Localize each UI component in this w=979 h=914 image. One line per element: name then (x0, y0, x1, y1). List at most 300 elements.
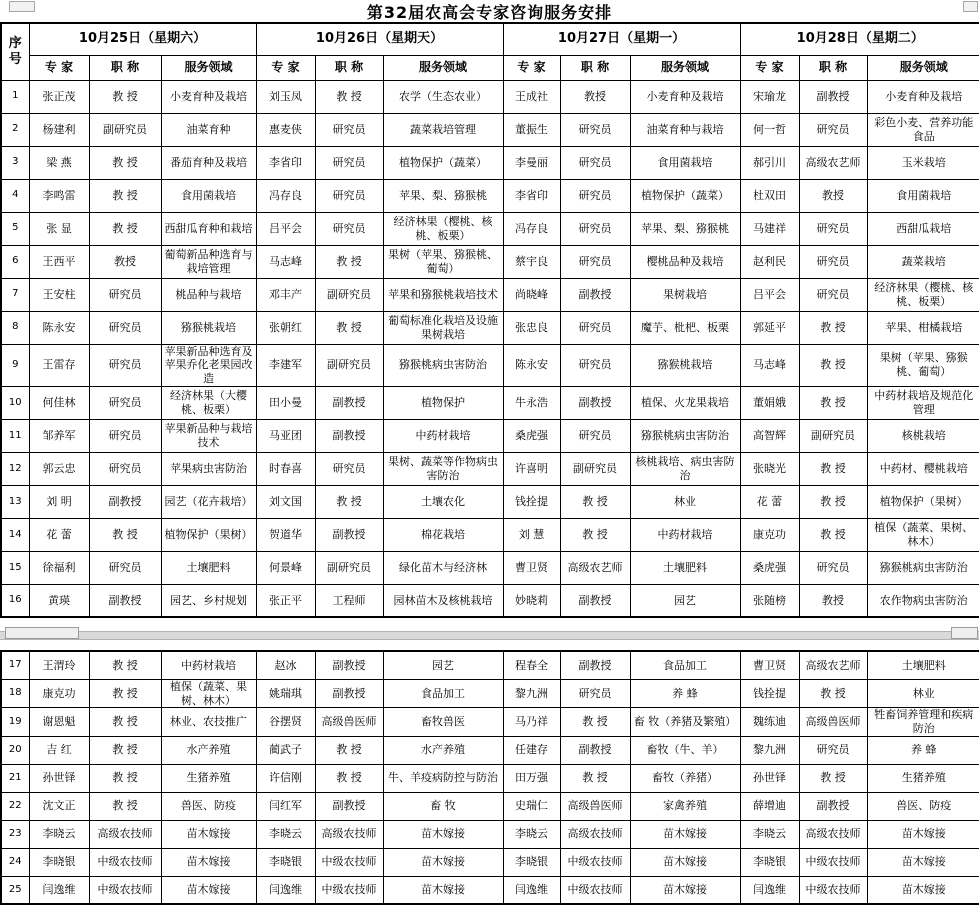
row-number-cell: 11 (1, 419, 29, 452)
job-title-cell: 副研究员 (89, 113, 161, 146)
service-field-cell: 林业 (630, 485, 740, 518)
table-row (1, 792, 979, 820)
service-field-cell: 苹果和猕猴桃栽培技术 (383, 278, 503, 311)
job-title-cell: 教 授 (799, 386, 867, 419)
service-field-cell: 苹果新品种选育及苹果乔化老果园改造 (161, 344, 256, 386)
expert-name-cell: 吉 红 (29, 736, 89, 764)
pane-split-handle-top-left[interactable] (9, 1, 35, 12)
job-title-cell: 教 授 (89, 651, 161, 679)
expert-name-cell: 何一哲 (740, 113, 799, 146)
service-field-cell: 植物保护 (383, 386, 503, 419)
service-field-cell: 畜牧兽医 (383, 708, 503, 737)
job-title-cell: 研究员 (89, 311, 161, 344)
table-row (1, 146, 979, 179)
expert-name-cell: 蔡宇良 (503, 245, 560, 278)
job-title-cell: 中级农技师 (89, 876, 161, 904)
job-title-cell: 高级农技师 (799, 820, 867, 848)
service-field-cell: 中药材栽培 (630, 518, 740, 551)
row-number-cell: 25 (1, 876, 29, 904)
job-title-cell: 副教授 (560, 584, 630, 617)
expert-name-cell: 孙世铎 (740, 764, 799, 792)
job-title-cell: 副教授 (315, 792, 383, 820)
expert-name-cell: 时春喜 (256, 452, 315, 485)
job-title-cell: 教 授 (799, 485, 867, 518)
service-field-cell: 油菜育种 (161, 113, 256, 146)
job-title-cell: 中级农技师 (799, 848, 867, 876)
expert-name-cell: 妙晓莉 (503, 584, 560, 617)
job-title-cell: 高级农艺师 (560, 551, 630, 584)
service-field-cell: 土壤农化 (383, 485, 503, 518)
table-row (1, 679, 979, 708)
expert-name-cell: 康克功 (740, 518, 799, 551)
expert-name-cell: 刘玉凤 (256, 80, 315, 113)
expert-name-cell: 田小曼 (256, 386, 315, 419)
table-row (1, 113, 979, 146)
service-field-cell: 苹果、梨、猕猴桃 (383, 179, 503, 212)
service-field-cell: 养 蜂 (630, 679, 740, 708)
service-field-cell: 植物保护（果树） (161, 518, 256, 551)
expert-name-cell: 李晓银 (29, 848, 89, 876)
expert-name-cell: 刘 慧 (503, 518, 560, 551)
expert-name-cell: 董振生 (503, 113, 560, 146)
job-title-cell: 教 授 (89, 679, 161, 708)
job-title-cell: 教 授 (799, 344, 867, 386)
service-field-cell: 魔芋、枇杷、板栗 (630, 311, 740, 344)
expert-name-cell: 何佳林 (29, 386, 89, 419)
table-row (1, 736, 979, 764)
row-number-cell: 10 (1, 386, 29, 419)
expert-column-header: 专 家 (256, 55, 315, 80)
row-number-cell: 9 (1, 344, 29, 386)
row-number-cell: 20 (1, 736, 29, 764)
job-title-cell: 研究员 (315, 212, 383, 245)
service-field-cell: 苹果、柑橘栽培 (867, 311, 979, 344)
expert-name-cell: 李建军 (256, 344, 315, 386)
job-title-cell: 副教授 (560, 386, 630, 419)
service-field-cell: 猕猴桃栽培 (630, 344, 740, 386)
service-field-cell: 番茄育种及栽培 (161, 146, 256, 179)
service-field-cell: 土壤肥料 (630, 551, 740, 584)
expert-name-cell: 花 蕾 (29, 518, 89, 551)
schedule-table-lower (0, 650, 979, 905)
expert-name-cell: 李晓银 (740, 848, 799, 876)
table-row (1, 311, 979, 344)
job-title-cell: 教 授 (799, 311, 867, 344)
expert-name-cell: 蔺武子 (256, 736, 315, 764)
day-header: 10月28日（星期二） (740, 23, 979, 55)
job-title-cell: 教 授 (89, 80, 161, 113)
job-title-cell: 高级农技师 (560, 820, 630, 848)
job-title-cell: 副教授 (560, 736, 630, 764)
job-title-cell: 教 授 (89, 518, 161, 551)
table-row (1, 764, 979, 792)
service-field-cell: 土壤肥料 (161, 551, 256, 584)
job-title-cell: 教授 (560, 80, 630, 113)
expert-name-cell: 张正茂 (29, 80, 89, 113)
expert-name-cell: 李省印 (503, 179, 560, 212)
job-title-cell: 研究员 (799, 736, 867, 764)
expert-name-cell: 桑虎强 (740, 551, 799, 584)
table-row (1, 80, 979, 113)
row-number-cell: 19 (1, 708, 29, 737)
job-title-cell: 副研究员 (315, 344, 383, 386)
expert-name-cell: 王成社 (503, 80, 560, 113)
row-number-cell: 2 (1, 113, 29, 146)
expert-name-cell: 梁 燕 (29, 146, 89, 179)
field-column-header: 服务领域 (383, 55, 503, 80)
expert-name-cell: 曹卫贤 (740, 651, 799, 679)
expert-name-cell: 姚瑞琪 (256, 679, 315, 708)
job-title-cell: 高级农艺师 (799, 651, 867, 679)
service-field-cell: 苗木嫁接 (383, 820, 503, 848)
service-field-cell: 林业 (867, 679, 979, 708)
job-title-cell: 副研究员 (315, 278, 383, 311)
expert-name-cell: 陈永安 (29, 311, 89, 344)
service-field-cell: 苗木嫁接 (630, 848, 740, 876)
expert-name-cell: 惠麦侠 (256, 113, 315, 146)
job-title-cell: 研究员 (560, 113, 630, 146)
expert-name-cell: 黎九洲 (740, 736, 799, 764)
table-row (1, 820, 979, 848)
job-title-cell: 教 授 (560, 764, 630, 792)
expert-name-cell: 李曼丽 (503, 146, 560, 179)
service-field-cell: 畜牧（养猪） (630, 764, 740, 792)
table-row (1, 419, 979, 452)
job-title-cell: 中级农技师 (315, 876, 383, 904)
expert-name-cell: 花 蕾 (740, 485, 799, 518)
expert-name-cell: 许信刚 (256, 764, 315, 792)
job-title-cell: 教 授 (560, 485, 630, 518)
expert-name-cell: 桑虎强 (503, 419, 560, 452)
row-number-cell: 4 (1, 179, 29, 212)
expert-name-cell: 吕平会 (256, 212, 315, 245)
service-field-cell: 林业、农技推广 (161, 708, 256, 737)
service-field-cell: 中药材栽培及规范化管理 (867, 386, 979, 419)
job-title-cell: 研究员 (799, 278, 867, 311)
service-field-cell: 植物保护（蔬菜） (630, 179, 740, 212)
service-field-cell: 蔬菜栽培管理 (383, 113, 503, 146)
expert-name-cell: 贺道华 (256, 518, 315, 551)
expert-name-cell: 马志峰 (740, 344, 799, 386)
title-column-header: 职 称 (89, 55, 161, 80)
service-field-cell: 水产养殖 (161, 736, 256, 764)
expert-name-cell: 牛永浩 (503, 386, 560, 419)
service-field-cell: 苗木嫁接 (161, 876, 256, 904)
service-field-cell: 经济林果（大樱桃、板栗） (161, 386, 256, 419)
table-row (1, 651, 979, 679)
service-field-cell: 樱桃品种及栽培 (630, 245, 740, 278)
job-title-cell: 研究员 (89, 386, 161, 419)
horizontal-scrollbar-track[interactable] (0, 631, 979, 640)
job-title-cell: 副教授 (89, 584, 161, 617)
service-field-cell: 桃品种与栽培 (161, 278, 256, 311)
expert-name-cell: 王安柱 (29, 278, 89, 311)
job-title-cell: 教授 (799, 584, 867, 617)
job-title-cell: 教 授 (89, 179, 161, 212)
expert-name-cell: 高智辉 (740, 419, 799, 452)
title-column-header: 职 称 (560, 55, 630, 80)
service-field-cell: 养 蜂 (867, 736, 979, 764)
table-row (1, 518, 979, 551)
job-title-cell: 教 授 (799, 452, 867, 485)
row-number-cell: 13 (1, 485, 29, 518)
expert-name-cell: 李晓银 (256, 848, 315, 876)
expert-name-cell: 郭云忠 (29, 452, 89, 485)
service-field-cell: 果树、蔬菜等作物病虫害防治 (383, 452, 503, 485)
job-title-cell: 教 授 (315, 736, 383, 764)
service-field-cell: 苗木嫁接 (161, 820, 256, 848)
job-title-cell: 中级农技师 (560, 848, 630, 876)
service-field-cell: 园林苗木及核桃栽培 (383, 584, 503, 617)
expert-name-cell: 闫逸维 (29, 876, 89, 904)
day-header: 10月25日（星期六） (29, 23, 256, 55)
expert-name-cell: 钱拴提 (740, 679, 799, 708)
service-field-cell: 西甜瓜栽培 (867, 212, 979, 245)
service-field-cell: 经济林果（樱桃、核桃、板栗） (867, 278, 979, 311)
service-field-cell: 果树（苹果、猕猴桃、葡萄） (383, 245, 503, 278)
title-bar (0, 0, 979, 22)
expert-name-cell: 李晓云 (256, 820, 315, 848)
service-field-cell: 植保、火龙果栽培 (630, 386, 740, 419)
service-field-cell: 水产养殖 (383, 736, 503, 764)
service-field-cell: 兽医、防疫 (867, 792, 979, 820)
service-field-cell: 彩色小麦、营养功能食品 (867, 113, 979, 146)
job-title-cell: 教 授 (560, 708, 630, 737)
service-field-cell: 苹果新品种与栽培技术 (161, 419, 256, 452)
job-title-cell: 研究员 (799, 212, 867, 245)
job-title-cell: 教 授 (799, 518, 867, 551)
expert-name-cell: 刘 明 (29, 485, 89, 518)
service-field-cell: 果树栽培 (630, 278, 740, 311)
job-title-cell: 研究员 (315, 146, 383, 179)
service-field-cell: 土壤肥料 (867, 651, 979, 679)
table-row (1, 848, 979, 876)
service-field-cell: 核桃栽培 (867, 419, 979, 452)
service-field-cell: 食用菌栽培 (161, 179, 256, 212)
row-number-cell: 18 (1, 679, 29, 708)
service-field-cell: 畜牧（牛、羊） (630, 736, 740, 764)
expert-name-cell: 黎九洲 (503, 679, 560, 708)
row-number-cell: 23 (1, 820, 29, 848)
index-column-header: 序号 (1, 23, 29, 80)
service-field-cell: 经济林果（樱桃、核桃、板栗） (383, 212, 503, 245)
service-field-cell: 植物保护（果树） (867, 485, 979, 518)
row-number-cell: 21 (1, 764, 29, 792)
service-field-cell: 猕猴桃病虫害防治 (383, 344, 503, 386)
job-title-cell: 研究员 (560, 212, 630, 245)
table-row (1, 179, 979, 212)
row-number-cell: 24 (1, 848, 29, 876)
table-row (1, 708, 979, 737)
title-column-header: 职 称 (799, 55, 867, 80)
job-title-cell: 副教授 (315, 651, 383, 679)
expert-name-cell: 郝引川 (740, 146, 799, 179)
expert-name-cell: 李晓云 (503, 820, 560, 848)
service-field-cell: 中药材栽培 (161, 651, 256, 679)
job-title-cell: 教 授 (89, 736, 161, 764)
expert-name-cell: 赵冰 (256, 651, 315, 679)
job-title-cell: 研究员 (560, 344, 630, 386)
job-title-cell: 教 授 (315, 485, 383, 518)
job-title-cell: 研究员 (89, 452, 161, 485)
expert-name-cell: 黄瑛 (29, 584, 89, 617)
job-title-cell: 研究员 (799, 113, 867, 146)
expert-name-cell: 李晓云 (29, 820, 89, 848)
job-title-cell: 中级农技师 (560, 876, 630, 904)
job-title-cell: 副教授 (560, 278, 630, 311)
table-row (1, 278, 979, 311)
table-row (1, 485, 979, 518)
expert-name-cell: 张晓光 (740, 452, 799, 485)
expert-name-cell: 康克功 (29, 679, 89, 708)
day-header: 10月27日（星期一） (503, 23, 740, 55)
expert-name-cell: 何景峰 (256, 551, 315, 584)
job-title-cell: 研究员 (799, 245, 867, 278)
job-title-cell: 副研究员 (315, 551, 383, 584)
pane-split-handle-top-right[interactable] (963, 1, 978, 12)
expert-column-header: 专 家 (503, 55, 560, 80)
service-field-cell: 园艺 (383, 651, 503, 679)
job-title-cell: 高级农技师 (89, 820, 161, 848)
expert-name-cell: 孙世铎 (29, 764, 89, 792)
job-title-cell: 中级农技师 (315, 848, 383, 876)
expert-name-cell: 尚晓峰 (503, 278, 560, 311)
row-number-cell: 22 (1, 792, 29, 820)
service-field-cell: 苗木嫁接 (867, 820, 979, 848)
expert-name-cell: 王渭玲 (29, 651, 89, 679)
field-column-header: 服务领域 (630, 55, 740, 80)
service-field-cell: 畜 牧（养猪及繁殖） (630, 708, 740, 737)
day-header: 10月26日（星期天） (256, 23, 503, 55)
table-row (1, 386, 979, 419)
job-title-cell: 副教授 (315, 518, 383, 551)
service-field-cell: 兽医、防疫 (161, 792, 256, 820)
service-field-cell: 小麦育种及栽培 (867, 80, 979, 113)
expert-name-cell: 陈永安 (503, 344, 560, 386)
expert-name-cell: 张正平 (256, 584, 315, 617)
table-row (1, 551, 979, 584)
job-title-cell: 副教授 (315, 679, 383, 708)
expert-name-cell: 沈文正 (29, 792, 89, 820)
job-title-cell: 教 授 (315, 764, 383, 792)
table-row (1, 876, 979, 904)
field-column-header: 服务领域 (161, 55, 256, 80)
title-column-header: 职 称 (315, 55, 383, 80)
service-field-cell: 棉花栽培 (383, 518, 503, 551)
job-title-cell: 高级兽医师 (560, 792, 630, 820)
job-title-cell: 教 授 (560, 518, 630, 551)
service-field-cell: 园艺 (630, 584, 740, 617)
job-title-cell: 研究员 (89, 344, 161, 386)
job-title-cell: 研究员 (315, 452, 383, 485)
job-title-cell: 教授 (799, 179, 867, 212)
job-title-cell: 教 授 (89, 212, 161, 245)
expert-name-cell: 郭延平 (740, 311, 799, 344)
service-field-cell: 西甜瓜育种和栽培 (161, 212, 256, 245)
job-title-cell: 研究员 (560, 679, 630, 708)
job-title-cell: 教 授 (799, 764, 867, 792)
service-field-cell: 食品加工 (383, 679, 503, 708)
row-number-cell: 15 (1, 551, 29, 584)
service-field-cell: 食用菌栽培 (867, 179, 979, 212)
job-title-cell: 研究员 (560, 311, 630, 344)
row-number-cell: 3 (1, 146, 29, 179)
job-title-cell: 研究员 (315, 113, 383, 146)
job-title-cell: 教 授 (799, 679, 867, 708)
job-title-cell: 研究员 (560, 419, 630, 452)
service-field-cell: 园艺（花卉栽培） (161, 485, 256, 518)
job-title-cell: 副研究员 (560, 452, 630, 485)
job-title-cell: 教 授 (89, 146, 161, 179)
expert-name-cell: 任建存 (503, 736, 560, 764)
service-field-cell: 玉米栽培 (867, 146, 979, 179)
service-field-cell: 核桃栽培、病虫害防治 (630, 452, 740, 485)
service-field-cell: 园艺、乡村规划 (161, 584, 256, 617)
service-field-cell: 苗木嫁接 (867, 848, 979, 876)
expert-name-cell: 田万强 (503, 764, 560, 792)
job-title-cell: 工程师 (315, 584, 383, 617)
service-field-cell: 苹果、梨、猕猴桃 (630, 212, 740, 245)
expert-name-cell: 魏练迪 (740, 708, 799, 737)
schedule-table-upper (0, 22, 979, 618)
service-field-cell: 小麦育种及栽培 (630, 80, 740, 113)
expert-name-cell: 张朝红 (256, 311, 315, 344)
horizontal-scrollbar-thumb-left[interactable] (5, 627, 79, 639)
job-title-cell: 教 授 (89, 708, 161, 737)
job-title-cell: 副研究员 (799, 419, 867, 452)
row-number-cell: 5 (1, 212, 29, 245)
job-title-cell: 副教授 (89, 485, 161, 518)
expert-name-cell: 邹养军 (29, 419, 89, 452)
expert-name-cell: 李晓云 (740, 820, 799, 848)
expert-name-cell: 谷摆贤 (256, 708, 315, 737)
service-field-cell: 植物保护（蔬菜） (383, 146, 503, 179)
table-row (1, 584, 979, 617)
expert-name-cell: 王西平 (29, 245, 89, 278)
service-field-cell: 苗木嫁接 (383, 876, 503, 904)
table-row (1, 452, 979, 485)
expert-name-cell: 杨建利 (29, 113, 89, 146)
expert-name-cell: 张随榜 (740, 584, 799, 617)
row-number-cell: 14 (1, 518, 29, 551)
service-field-cell: 植保（蔬菜、果树、林木） (867, 518, 979, 551)
service-field-cell: 猕猴桃栽培 (161, 311, 256, 344)
job-title-cell: 高级兽医师 (315, 708, 383, 737)
service-field-cell: 葡萄新品种选育与栽培管理 (161, 245, 256, 278)
expert-name-cell: 闫红军 (256, 792, 315, 820)
service-field-cell: 苗木嫁接 (383, 848, 503, 876)
service-field-cell: 中药材栽培 (383, 419, 503, 452)
job-title-cell: 研究员 (89, 551, 161, 584)
service-field-cell: 油菜育种与栽培 (630, 113, 740, 146)
expert-name-cell: 王雷存 (29, 344, 89, 386)
service-field-cell: 中药材、樱桃栽培 (867, 452, 979, 485)
expert-name-cell: 张忠良 (503, 311, 560, 344)
expert-name-cell: 马志峰 (256, 245, 315, 278)
job-title-cell: 教 授 (315, 311, 383, 344)
service-field-cell: 葡萄标准化栽培及设施果树栽培 (383, 311, 503, 344)
job-title-cell: 副教授 (315, 386, 383, 419)
service-field-cell: 蔬菜栽培 (867, 245, 979, 278)
pane-split-band (0, 618, 979, 650)
job-title-cell: 高级农技师 (315, 820, 383, 848)
expert-name-cell: 闫逸维 (256, 876, 315, 904)
service-field-cell: 家禽养殖 (630, 792, 740, 820)
horizontal-scrollbar-thumb-right[interactable] (951, 627, 978, 639)
service-field-cell: 猕猴桃病虫害防治 (867, 551, 979, 584)
expert-name-cell: 曹卫贤 (503, 551, 560, 584)
service-field-cell: 牲畜饲养管理和疾病防治 (867, 708, 979, 737)
